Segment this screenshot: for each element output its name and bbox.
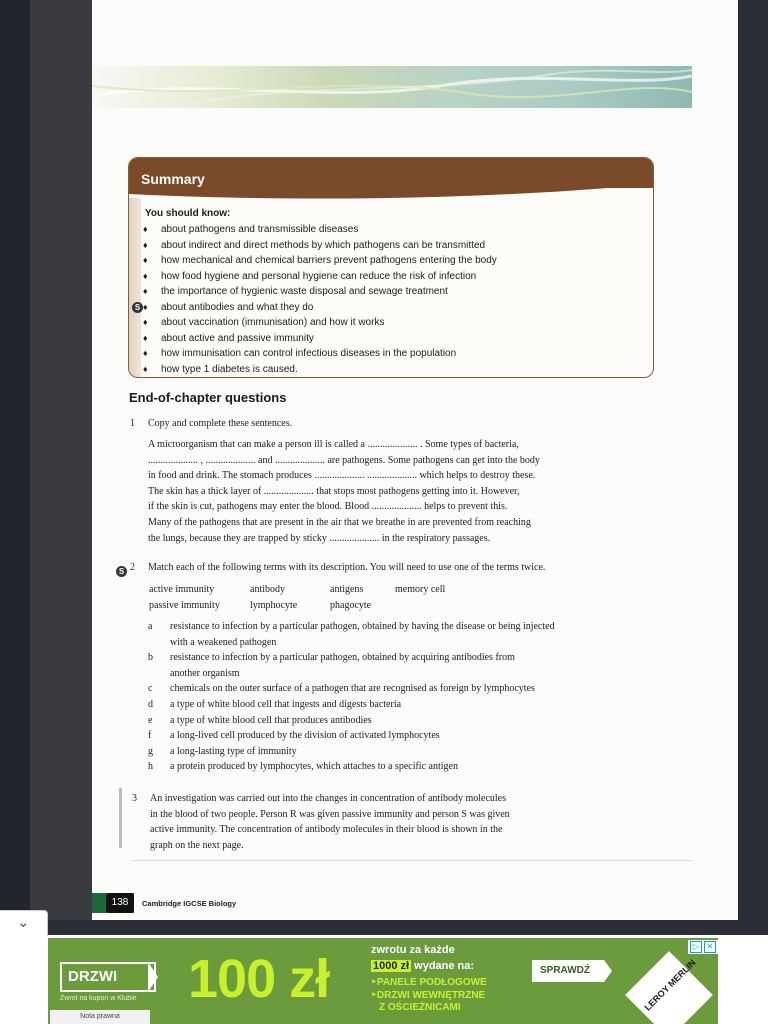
item-letter: b (148, 652, 153, 664)
question-3-line: in the blood of two people. Person R was given passive immunity and person S was given (150, 808, 510, 820)
diamond-bullet-icon: ♦ (143, 317, 148, 327)
question-2-item (148, 744, 555, 760)
adchoices-icon[interactable]: ▷ (690, 941, 702, 953)
question-1-line: The skin has a thick layer of .................... that stops most pathogens getting into it. However, (148, 485, 520, 497)
ad-amount: 100 zł (188, 949, 330, 1009)
question-3-line: An investigation was carried out into the changes in concentration of antibody molecules (150, 793, 507, 804)
summary-item-text: the importance of hygienic waste disposal and sewage treatment (161, 286, 448, 297)
question-number-2: 2 (130, 562, 135, 573)
question-2-item (148, 728, 555, 744)
ad-highlight: 1000 zł (373, 960, 410, 972)
diamond-bullet-icon: ♦ (143, 270, 148, 281)
item-text: with a weakened pathogen (170, 636, 277, 648)
question-2-item (148, 666, 555, 682)
leroy-merlin-logo-text: LEROY MERLIN (642, 957, 698, 1013)
ad-bullet: ‣DRZWI WEWNĘTRZNE (371, 990, 486, 1001)
ad-bullet: Z OŚCIEŻNICAMI (379, 1002, 461, 1013)
item-text: a long-lived cell produced by the division of activated lymphocytes (170, 730, 440, 742)
summary-header-curve (129, 180, 653, 204)
item-letter: d (148, 698, 153, 710)
item-text: a long-lasting type of immunity (170, 745, 297, 757)
diamond-bullet-icon: ♦ (143, 301, 148, 312)
item-text: resistance to infection by a particular pathogen, obtained by having the disease or being injected (170, 621, 555, 632)
item-text: a type of white blood cell that produces antibodies (170, 714, 372, 726)
item-letter: f (148, 730, 152, 742)
ad-bullet: ‣PANELE PODŁOGOWE (371, 977, 487, 988)
ad-choices[interactable] (688, 940, 718, 954)
item-letter: e (148, 714, 153, 726)
diamond-bullet-icon: ♦ (143, 332, 148, 343)
summary-item (143, 240, 497, 256)
ad-headline: zwrotu za każde (371, 944, 455, 956)
item-text: a type of white blood cell that ingests and digests bacteria (170, 698, 402, 710)
summary-item-text: about pathogens and transmissible diseases (161, 224, 359, 235)
term: memory cell (395, 584, 446, 595)
supplement-badge-icon: S (116, 566, 127, 577)
ad-legal-note-link[interactable]: Nota prawna (50, 1010, 150, 1024)
term: antibody (250, 584, 285, 595)
diamond-bullet-icon: ♦ (143, 348, 148, 358)
question-2-item (148, 650, 555, 666)
chevron-down-icon: ⌄ (17, 913, 30, 931)
summary-title: Summary (141, 171, 205, 187)
term: lymphocyte (250, 600, 298, 611)
footer-rule (132, 860, 692, 861)
summary-item (143, 302, 497, 318)
question-2-item (148, 697, 555, 713)
summary-item-text: about vaccination (immunisation) and how it works (161, 317, 385, 328)
ad-subheadline (371, 960, 474, 972)
page-number: 138 (106, 893, 134, 913)
question-2-items (148, 619, 555, 775)
item-text: another organism (170, 667, 240, 679)
background-right (738, 0, 768, 935)
summary-item-text: about active and passive immunity (161, 332, 314, 344)
item-text: resistance to infection by a particular pathogen, obtained by acquiring antibodies from (170, 652, 515, 664)
question-2-prompt: Match each of the following terms with its description. You will need to use one of the terms twice. (148, 562, 546, 573)
question-1-line: the lungs, because they are trapped by sticky .................... in the respiratory passages. (148, 532, 491, 544)
question-1-line: Many of the pathogens that are present in the air that we breathe in are prevented from reaching (148, 516, 531, 528)
end-of-chapter-title: End-of-chapter questions (129, 390, 287, 405)
close-icon[interactable]: ✕ (704, 941, 716, 953)
ad-small-text: Zwrot na kupon w Klubie (60, 995, 137, 1002)
question-3-line: active immunity. The concentration of antibody molecules in their blood is shown in the (150, 824, 503, 836)
question-1-line: A microorganism that can make a person ill is called a .................... . Some types of bacteria, (148, 439, 519, 450)
term: antigens (330, 584, 364, 595)
summary-item (143, 286, 497, 302)
question-2-item (148, 681, 555, 697)
question-3-body (150, 791, 510, 853)
diamond-bullet-icon: ♦ (143, 286, 148, 296)
background-left (0, 0, 30, 920)
ad-cta-button[interactable]: SPRAWDŹ (532, 960, 604, 982)
summary-intro: You should know: (145, 208, 231, 219)
summary-box (128, 157, 654, 378)
summary-list (143, 224, 497, 378)
item-text: chemicals on the outer surface of a pathogen that are recognised as foreign by lymphocytes (170, 683, 535, 695)
question-2-item (148, 759, 555, 775)
decorative-banner (92, 66, 692, 108)
term: phagocyte (330, 600, 372, 611)
question-2-item (148, 635, 555, 651)
summary-item (143, 364, 497, 379)
question-2-item (148, 619, 555, 635)
diamond-bullet-icon: ♦ (143, 239, 148, 250)
summary-item (143, 271, 497, 287)
question-1-line: if the skin is cut, pathogens may enter the blood. Blood .................... helps to prevent this. (148, 501, 508, 513)
summary-item-text: how mechanical and chemical barriers prevent pathogens entering the body (161, 255, 497, 266)
diamond-bullet-icon: ♦ (143, 255, 148, 265)
question-1-prompt: Copy and complete these sentences. (148, 418, 293, 429)
item-text: a protein produced by lymphocytes, which attaches to a specific antigen (170, 761, 458, 773)
question-3-line: graph on the next page. (150, 839, 244, 851)
question-1-line: .................... , .................... and .................... are pathogens. Some pathogens can get into the body (148, 454, 540, 466)
book-title: Cambridge IGCSE Biology (142, 899, 237, 908)
book-page (92, 0, 738, 920)
summary-item (143, 333, 497, 349)
supplement-badge-icon: S (132, 302, 143, 313)
background-left-shadow (30, 0, 92, 920)
summary-item (143, 224, 497, 240)
supplement-side-bar (119, 788, 122, 848)
arrow-right-icon (604, 960, 612, 982)
question-2-item (148, 713, 555, 729)
summary-item (143, 317, 497, 333)
term: passive immunity (149, 600, 220, 611)
summary-item (143, 255, 497, 271)
summary-item-text: how food hygiene and personal hygiene can reduce the risk of infection (161, 270, 477, 282)
summary-item-text: about antibodies and what they do (161, 301, 314, 313)
question-1-line: in food and drink. The stomach produces .................... .................... which helps to destroy these. (148, 470, 536, 482)
ad-right-padding (718, 938, 768, 1024)
item-letter: g (148, 745, 153, 757)
arrow-right-icon (148, 962, 158, 992)
question-1-body (148, 437, 540, 546)
diamond-bullet-icon: ♦ (143, 224, 148, 234)
summary-side-stripe (129, 198, 141, 378)
summary-item-text: how immunisation can control infectious diseases in the population (161, 348, 457, 359)
question-number-1: 1 (130, 418, 135, 429)
ad-drzwi-label: DRZWI (60, 962, 156, 992)
diamond-bullet-icon: ♦ (143, 363, 148, 374)
item-letter: h (148, 761, 153, 773)
summary-item-text: about indirect and direct methods by which pathogens can be transmitted (161, 239, 486, 251)
ad-subheadline-rest: wydane na: (411, 960, 475, 972)
question-number-3: 3 (132, 793, 137, 804)
summary-item (143, 348, 497, 364)
term: active immunity (149, 584, 215, 595)
advertisement-banner[interactable] (48, 938, 718, 1024)
item-letter: c (148, 683, 153, 695)
item-letter: a (148, 621, 153, 632)
summary-item-text: how type 1 diabetes is caused. (161, 363, 298, 375)
ad-collapse-button[interactable] (0, 910, 48, 936)
